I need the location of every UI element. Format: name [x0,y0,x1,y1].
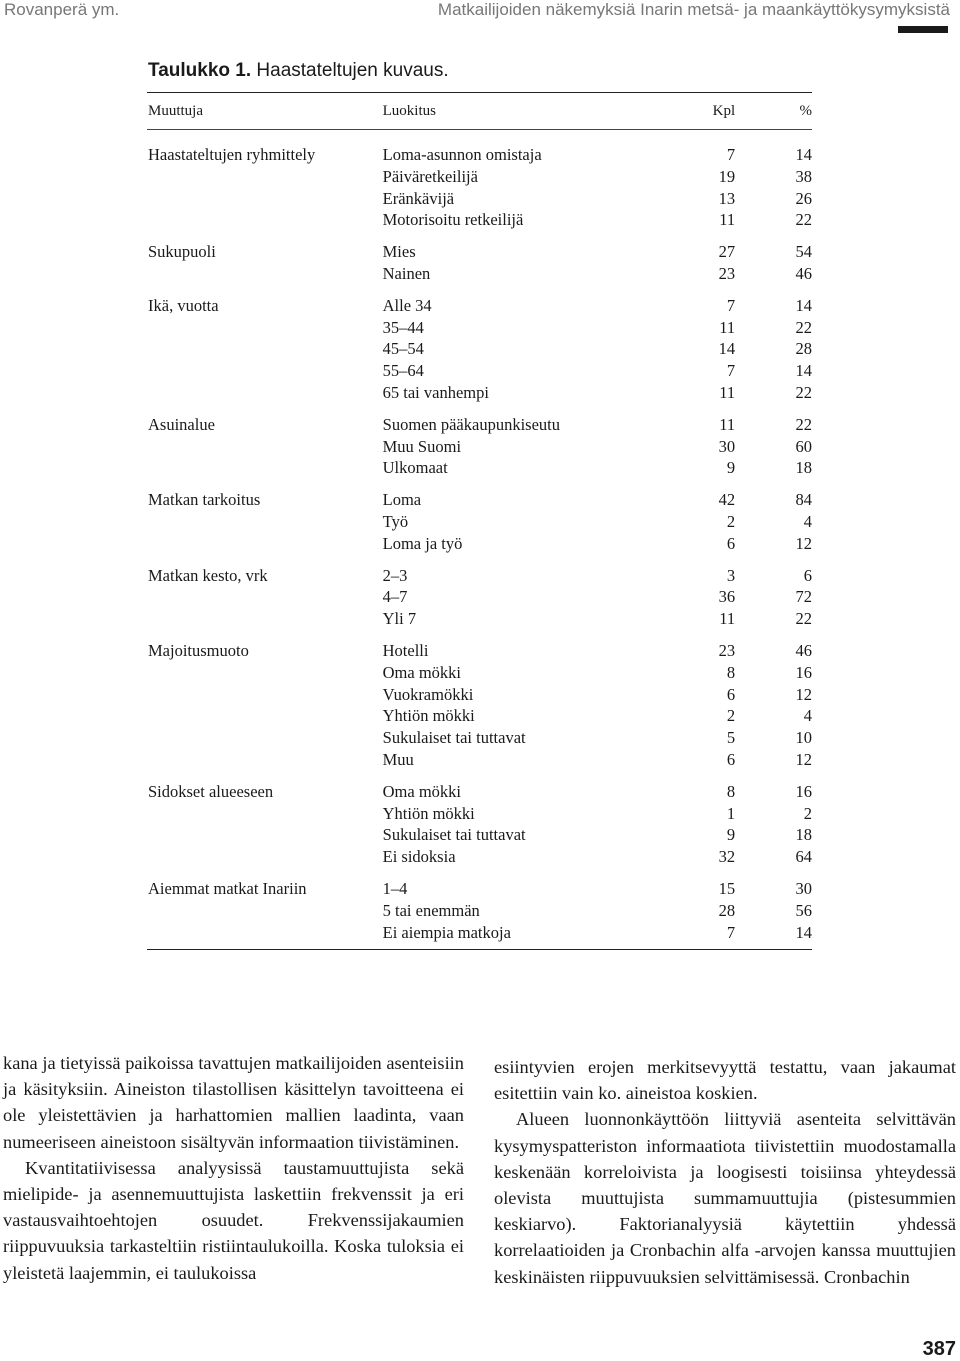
cell-category: Oma mökki [382,781,462,801]
table-row [147,727,812,749]
cell-count: 11 [719,382,736,402]
cell-count: 13 [718,188,736,208]
cell-percent: 14 [795,145,812,164]
cell-count: 6 [726,533,736,553]
cell-percent: 14 [795,922,812,942]
cell-percent: 4 [803,706,812,726]
table-row [147,209,812,231]
cell-count: 11 [719,317,736,337]
table-row [147,489,812,511]
cell-count: 8 [726,781,736,801]
table-row [147,166,812,188]
table-caption [148,60,449,82]
cell-percent: 54 [795,242,812,262]
table-row [147,662,812,684]
cell-variable [147,749,383,771]
cell-count: 42 [718,490,736,510]
cell-category: Vuokramökki [382,684,474,704]
cell-count: 11 [719,210,736,230]
cell-variable [147,586,383,608]
table-group [147,144,812,231]
cell-count: 11 [719,609,736,629]
table-row [147,263,812,285]
cell-category: 35–44 [382,317,424,337]
cell-variable [147,727,383,749]
cell-count: 6 [726,684,736,704]
body-column-right [494,1050,956,1290]
table-caption-label: Taulukko 1. [148,60,252,81]
cell-count: 2 [726,706,736,726]
table-row [147,382,812,404]
cell-count: 28 [718,900,736,920]
cell-percent: 56 [795,900,812,920]
cell-category: Nainen [382,263,431,283]
cell-variable [147,922,383,944]
cell-variable [147,436,383,458]
table-row [147,436,812,458]
cell-count: 9 [726,825,736,845]
cell-variable [147,824,383,846]
cell-category: Päiväretkeilijä [382,166,478,186]
cell-count: 7 [726,361,736,381]
cell-variable [147,533,383,555]
cell-variable [147,317,383,339]
cell-category: Työ [382,511,409,531]
cell-variable [147,209,383,231]
table-row [147,414,812,436]
table-row [147,241,812,263]
cell-count: 19 [718,166,736,186]
cell-variable [147,382,383,404]
table-row [147,640,812,662]
cell-count: 1 [726,803,736,823]
running-header-authors: Rovanperä ym. [4,0,120,19]
cell-variable [147,900,383,922]
table-group [147,565,812,630]
cell-category: Ei sidoksia [382,847,456,867]
cell-variable: Sidokset alueeseen [148,781,274,801]
cell-percent: 60 [795,436,812,456]
page-number: 387 [922,1338,956,1360]
cell-category: Suomen pääkaupunkiseutu [382,414,560,434]
cell-percent: 38 [795,166,812,186]
table-row [147,188,812,210]
cell-percent: 22 [795,609,812,629]
cell-count: 11 [719,414,736,434]
header-count: Kpl [712,103,736,119]
cell-variable [147,803,383,825]
table-header-row [147,93,812,121]
cell-percent: 12 [795,533,812,553]
table-row [147,608,812,630]
cell-percent: 4 [803,511,812,531]
cell-variable: Majoitusmuoto [148,640,249,660]
cell-count: 5 [726,728,736,748]
cell-variable [147,338,383,360]
cell-percent: 16 [795,781,812,801]
cell-variable [147,188,383,210]
cell-variable: Asuinalue [148,414,215,434]
cell-count: 7 [726,295,736,315]
cell-variable: Ikä, vuotta [148,295,219,315]
cell-category: 5 tai enemmän [382,900,480,920]
table-row [147,457,812,479]
cell-category: 65 tai vanhempi [382,382,489,402]
body-column-left [3,1050,464,1286]
cell-category: Sukulaiset tai tuttavat [382,728,526,748]
cell-count: 30 [718,436,736,456]
table-header-rule [147,129,812,130]
table-group [147,241,812,285]
cell-category: Oma mökki [382,662,462,682]
table-row [147,338,812,360]
data-table [147,92,812,950]
cell-variable [147,846,383,868]
table-bottom-rule [147,949,812,950]
cell-category: Sukulaiset tai tuttavat [382,825,526,845]
header-decoration-bar [898,26,948,33]
cell-variable [147,705,383,727]
cell-variable [147,263,383,285]
table-row [147,144,812,166]
cell-percent: 64 [795,847,812,867]
table-caption-text: Haastateltujen kuvaus. [251,60,449,81]
cell-percent: 10 [795,728,812,748]
body-paragraph: Alueen luonnonkäyttöön liittyviä asenteita selvittävän kysymyspatteriston informaatiota tiivistettiin muodostamalla keskenään korreloivista ja loogisesti toisiinsa yhteydessä olevista muuttujista summamuuttujia (pistesummien keskiarvo). Faktorianalyysiä käytettiin yhdessä korrelaatioiden ja Cronbachin alfa -arvojen kanssa muuttujien keskinäisten riippuvuuksien selvittämisessä. Cronbachin [494,1109,956,1287]
cell-category: 45–54 [382,339,424,359]
cell-variable [147,360,383,382]
cell-percent: 30 [795,878,812,898]
table-row [147,317,812,339]
cell-count: 6 [726,749,736,769]
cell-percent: 14 [795,361,812,381]
table-row [147,586,812,608]
cell-count: 27 [718,242,736,262]
cell-count: 23 [718,640,736,660]
cell-percent: 16 [795,662,812,682]
cell-category: 2–3 [382,565,408,585]
cell-count: 15 [718,878,736,898]
table-group [147,781,812,868]
table-row [147,824,812,846]
table-row [147,749,812,771]
cell-percent: 22 [795,210,812,230]
cell-percent: 12 [795,749,812,769]
cell-percent: 6 [803,565,812,585]
table-row [147,360,812,382]
cell-count: 3 [726,565,736,585]
table-row [147,295,812,317]
cell-percent: 14 [795,295,812,315]
cell-percent: 46 [795,640,812,660]
cell-count: 14 [718,339,736,359]
cell-category: 55–64 [382,361,424,381]
cell-category: Loma [382,490,422,510]
cell-variable [147,166,383,188]
cell-variable [147,662,383,684]
body-paragraph: kana ja tietyissä paikoissa tavattujen matkailijoiden asenteisiin ja käsityksiin. Aineiston tilastollisen käsittelyn tavoitteena ei ole yleistettävien ja harhattomien mallien laadinta, vaan numeeriseen aineistoon sisältyvän informaation tiivistäminen. [3,1053,464,1152]
cell-count: 23 [718,263,736,283]
cell-variable: Matkan tarkoitus [148,490,261,510]
table-row [147,533,812,555]
cell-percent: 18 [795,825,812,845]
cell-percent: 22 [795,414,812,434]
table-row [147,705,812,727]
cell-variable: Aiemmat matkat Inariin [148,878,307,898]
cell-percent: 22 [795,382,812,402]
cell-variable [147,457,383,479]
running-header-title: Matkailijoiden näkemyksiä Inarin metsä- ja maankäyttökysymyksistä [437,0,950,19]
table-row [147,684,812,706]
cell-category: Muu Suomi [382,436,462,456]
table-body [147,144,812,943]
table-group [147,414,812,479]
header-variable: Muuttuja [148,103,203,119]
cell-variable: Haastateltujen ryhmittely [148,145,316,164]
table-row [147,922,812,944]
table-group [147,640,812,771]
cell-percent: 28 [795,339,812,359]
header-category: Luokitus [382,103,436,119]
cell-variable [147,684,383,706]
cell-category: Alle 34 [382,295,432,315]
cell-category: Yhtiön mökki [382,706,475,726]
cell-percent: 84 [795,490,812,510]
cell-category: Ei aiempia matkoja [382,922,511,942]
table-row [147,781,812,803]
cell-category: Muu [382,749,414,769]
cell-category: Eränkävijä [382,188,455,208]
cell-category: 1–4 [382,878,408,898]
cell-category: Yli 7 [382,609,417,629]
cell-percent: 18 [795,458,812,478]
cell-percent: 72 [795,587,812,607]
cell-variable: Matkan kesto, vrk [148,565,268,585]
table-group [147,295,812,404]
table-row [147,900,812,922]
cell-count: 32 [718,847,736,867]
body-paragraph: Kvantitatiivisessa analyysissä taustamuuttujista sekä mielipide- ja asennemuuttujista laskettiin frekvenssit ja eri vastausvaihtoehtojen osuudet. Frekvenssijakaumien riippuvuuksia tarkasteltiin ristiintaulukoilla. Koska tuloksia ei yleistetä laajemmin, ei taulukoissa [3,1157,464,1283]
cell-percent: 12 [795,684,812,704]
cell-count: 7 [726,145,736,164]
cell-count: 2 [726,511,736,531]
cell-count: 7 [726,922,736,942]
cell-variable [147,511,383,533]
cell-category: Yhtiön mökki [382,803,475,823]
table-row [147,803,812,825]
table-row [147,878,812,900]
cell-count: 36 [718,587,736,607]
cell-category: Loma ja työ [382,533,463,553]
cell-category: Hotelli [382,640,429,660]
cell-percent: 46 [795,263,812,283]
cell-variable [147,608,383,630]
header-percent: % [799,103,812,119]
cell-percent: 22 [795,317,812,337]
cell-count: 9 [726,458,736,478]
cell-variable: Sukupuoli [148,242,216,262]
cell-count: 8 [726,662,736,682]
body-paragraph: esiintyvien erojen merkitsevyyttä testattu, vaan jakaumat esitettiin vain ko. aineistoa koskien. [494,1057,956,1104]
cell-category: 4–7 [382,587,408,607]
cell-category: Ulkomaat [382,458,448,478]
table-row [147,565,812,587]
table-group [147,878,812,943]
table-row [147,511,812,533]
cell-category: Mies [382,242,416,262]
cell-percent: 2 [803,803,812,823]
cell-percent: 26 [795,188,812,208]
table-row [147,846,812,868]
table-group [147,489,812,554]
cell-category: Motorisoitu retkeilijä [382,210,524,230]
cell-category: Loma-asunnon omistaja [382,145,542,164]
